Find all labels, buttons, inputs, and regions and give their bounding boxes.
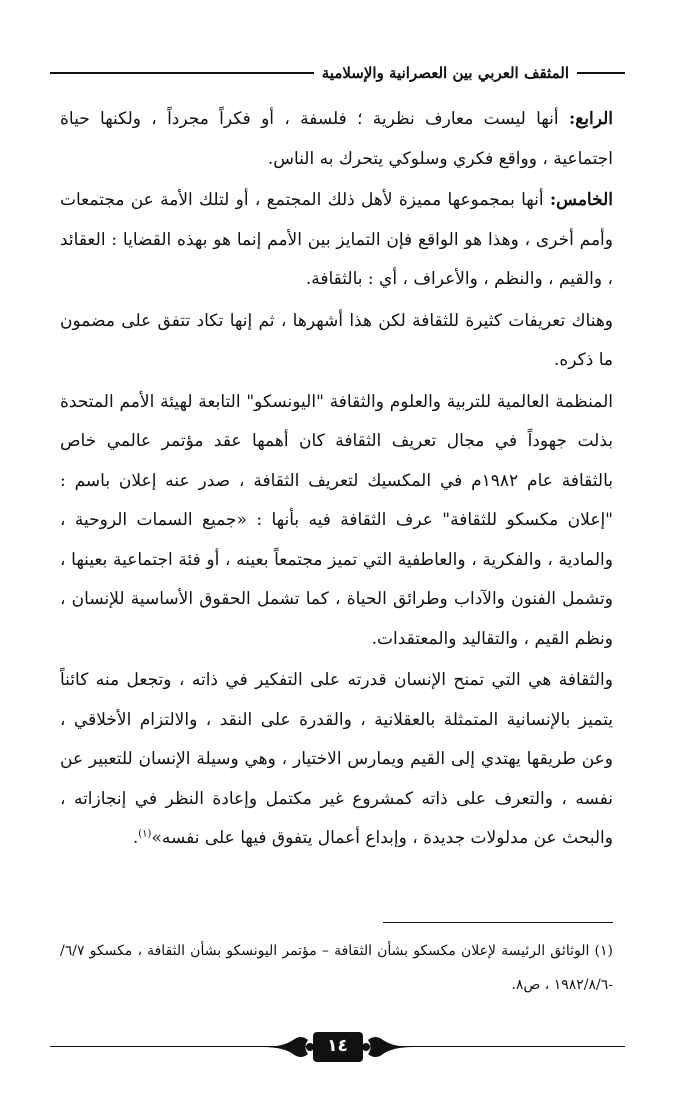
footnote-reference[interactable]: (١) bbox=[138, 828, 152, 840]
paragraph-lead: الخامس: bbox=[549, 190, 613, 210]
footnote bbox=[60, 934, 613, 1002]
paragraph-text: أنها ليست معارف نظرية ؛ فلسفة ، أو فكراً مجرداً ، ولكنها حياة اجتماعية ، وواقع فكري وسلوكي يتحرك به الناس. bbox=[60, 109, 613, 169]
paragraph-text: أنها بمجموعها مميزة لأهل ذلك المجتمع ، أو لتلك الأمة عن مجتمعات وأمم أخرى ، وهذا هو الواقع فإن التمايز بين الأمم إنما هو بهذه القضايا : العقائد ، والقيم ، والنظم ، والأعراف ، أي : بالثقافة. bbox=[60, 190, 613, 289]
header-rule-right bbox=[577, 72, 625, 74]
footnote-separator bbox=[383, 922, 613, 923]
paragraph-end: . bbox=[132, 828, 139, 848]
paragraph-text: والثقافة هي التي تمنح الإنسان قدرته على التفكير في ذاته ، وتجعل منه كائناً يتميز بالإنسانية المتمثلة بالعقلانية ، والقدرة على النقد ، والالتزام الأخلاقي ، وعن طريقها يهتدي إلى القيم ويمارس الاختيار ، وهي وسيلة الإنسان للتعبير عن نفسه ، والتعرف على ذاته كمشروع غير مكتمل وإعادة النظر في إنجازاته ، والبحث عن مدلولات جديدة ، وإبداع أعمال يتفوق فيها على نفسه» bbox=[60, 670, 613, 848]
paragraph-culture bbox=[60, 661, 613, 859]
header-rule-left bbox=[50, 72, 314, 74]
main-text bbox=[60, 100, 613, 861]
header-title: المثقف العربي بين العصرانية والإسلامية bbox=[321, 64, 569, 82]
paragraph-definitions: وهناك تعريفات كثيرة للثقافة لكن هذا أشهرها ، ثم إنها تكاد تتفق على مضمون ما ذكره. bbox=[60, 310, 613, 370]
paragraph-fifth bbox=[60, 181, 613, 300]
page-footer bbox=[50, 1028, 625, 1068]
paragraph-lead: الرابع: bbox=[568, 109, 613, 129]
page-number: ١٤ bbox=[316, 1032, 360, 1060]
paragraph-fourth bbox=[60, 100, 613, 179]
footnote-text: (١) الوثائق الرئيسة لإعلان مكسكو بشأن الثقافة – مؤتمر اليونسكو بشأن الثقافة ، مكسكو ٦/٧/ -١٩٨٢/٨/٦ ، ص٨. bbox=[60, 943, 613, 993]
running-header bbox=[50, 62, 625, 84]
paragraph-unesco: المنظمة العالمية للتربية والعلوم والثقافة "اليونسكو" التابعة لهيئة الأمم المتحدة بذلت جهوداً في مجال تعريف الثقافة كان أهمها عقد مؤتمر عالمي خاص بالثقافة عام ١٩٨٢م في المكسيك لتعريف الثقافة ، صدر عنه إعلان باسم : "إعلان مكسكو للثقافة" عرف الثقافة فيه بأنها : «جميع السمات الروحية ، والمادية ، والفكرية ، والعاطفية التي تميز مجتمعاً بعينه ، أو فئة اجتماعية بعينها ، وتشمل الفنون والآداب وطرائق الحياة ، كما تشمل الحقوق الأساسية للإنسان ، ونظم القيم ، والتقاليد والمعتقدات. bbox=[60, 391, 613, 649]
